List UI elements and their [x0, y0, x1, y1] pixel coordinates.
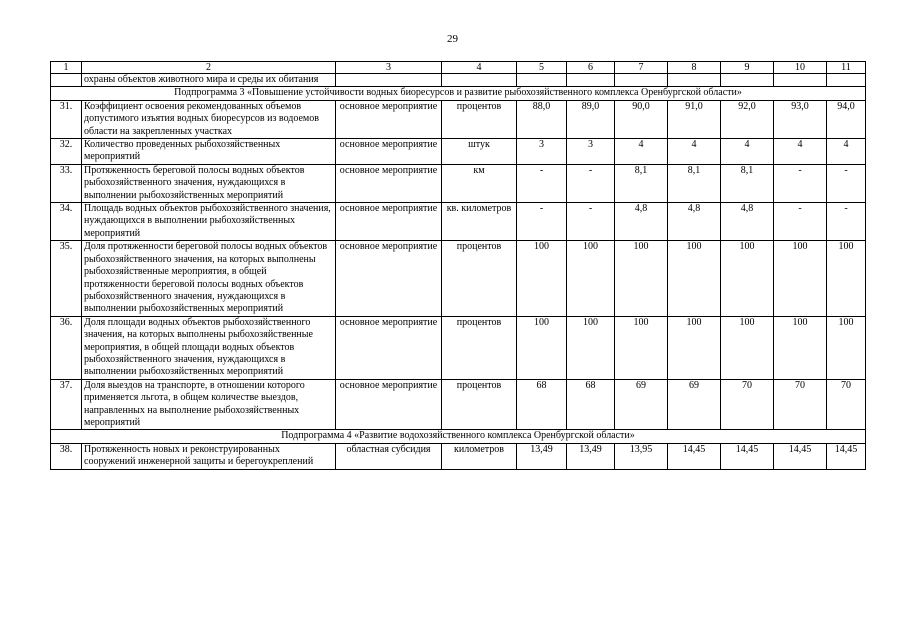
- value-cell: 100: [721, 316, 774, 379]
- event-type: основное мероприятие: [336, 164, 442, 202]
- value-cell: 4: [668, 139, 721, 165]
- value-cell: 4,8: [615, 203, 668, 241]
- table-row: [51, 203, 866, 241]
- value-cell: -: [827, 164, 866, 202]
- value-cell: 89,0: [567, 100, 615, 138]
- table-row: [51, 316, 866, 379]
- event-type: основное мероприятие: [336, 139, 442, 165]
- column-number: 11: [827, 62, 866, 74]
- value-cell: 8,1: [721, 164, 774, 202]
- value-cell: 70: [827, 379, 866, 430]
- column-number: 1: [51, 62, 82, 74]
- subprogram-3-title: Подпрограмма 3 «Повышение устойчивости водных биоресурсов и развитие рыбохозяйственного комплекса Оренбургской области»: [51, 87, 866, 100]
- empty-cell: [774, 74, 827, 87]
- empty-cell: [336, 74, 442, 87]
- value-cell: -: [567, 203, 615, 241]
- table-row: [51, 139, 866, 165]
- value-cell: 69: [668, 379, 721, 430]
- empty-cell: [517, 74, 567, 87]
- unit-of-measure: процентов: [442, 316, 517, 379]
- value-cell: 13,49: [517, 443, 567, 469]
- value-cell: 69: [615, 379, 668, 430]
- table-row: [51, 164, 866, 202]
- value-cell: 100: [774, 241, 827, 316]
- row-number: 31.: [51, 100, 82, 138]
- indicator-name: Протяженность новых и реконструированных сооружений инженерной защиты и берегоукреплений: [82, 443, 336, 469]
- value-cell: 4,8: [721, 203, 774, 241]
- value-cell: 100: [567, 241, 615, 316]
- column-number: 4: [442, 62, 517, 74]
- indicator-name: Доля протяженности береговой полосы водных объектов рыбохозяйственного значения, на которых выполнены рыбохозяйственные мероприятия, в общей протяженности береговой полосы водных объектов рыбохозяйственного значения, нуждающихся в выполнении рыбохозяйственных мероприятий: [82, 241, 336, 316]
- value-cell: 14,45: [721, 443, 774, 469]
- unit-of-measure: штук: [442, 139, 517, 165]
- row-number: 34.: [51, 203, 82, 241]
- row-number: 32.: [51, 139, 82, 165]
- value-cell: 3: [517, 139, 567, 165]
- event-type: областная субсидия: [336, 443, 442, 469]
- value-cell: 100: [517, 241, 567, 316]
- event-type: основное мероприятие: [336, 203, 442, 241]
- indicator-name: Площадь водных объектов рыбохозяйственного значения, нуждающихся в выполнении рыбохозяйственных мероприятий: [82, 203, 336, 241]
- value-cell: 68: [567, 379, 615, 430]
- value-cell: -: [774, 203, 827, 241]
- indicator-name: Доля выездов на транспорте, в отношении которого применяется льгота, в общем количестве выездов, направленных на выполнение рыбохозяйственных мероприятий: [82, 379, 336, 430]
- unit-of-measure: процентов: [442, 100, 517, 138]
- value-cell: 14,45: [774, 443, 827, 469]
- value-cell: 4,8: [668, 203, 721, 241]
- value-cell: -: [827, 203, 866, 241]
- value-cell: 68: [517, 379, 567, 430]
- subprogram-4-header-row: [51, 430, 866, 443]
- unit-of-measure: километров: [442, 443, 517, 469]
- column-number: 10: [774, 62, 827, 74]
- value-cell: 8,1: [668, 164, 721, 202]
- table-body: [51, 62, 866, 470]
- value-cell: 100: [615, 241, 668, 316]
- value-cell: 70: [774, 379, 827, 430]
- value-cell: 100: [668, 241, 721, 316]
- event-type: основное мероприятие: [336, 316, 442, 379]
- column-number: 9: [721, 62, 774, 74]
- value-cell: 13,95: [615, 443, 668, 469]
- value-cell: 13,49: [567, 443, 615, 469]
- column-number: 6: [567, 62, 615, 74]
- value-cell: 70: [721, 379, 774, 430]
- empty-cell: [721, 74, 774, 87]
- value-cell: 92,0: [721, 100, 774, 138]
- subprogram-4-title: Подпрограмма 4 «Развитие водохозяйственного комплекса Оренбургской области»: [51, 430, 866, 443]
- column-number: 3: [336, 62, 442, 74]
- value-cell: 100: [517, 316, 567, 379]
- indicators-table: [50, 61, 866, 470]
- indicator-name: Количество проведенных рыбохозяйственных мероприятий: [82, 139, 336, 165]
- value-cell: -: [774, 164, 827, 202]
- unit-of-measure: кв. километров: [442, 203, 517, 241]
- value-cell: -: [517, 164, 567, 202]
- value-cell: 100: [721, 241, 774, 316]
- table-row: [51, 379, 866, 430]
- value-cell: 8,1: [615, 164, 668, 202]
- empty-cell: [668, 74, 721, 87]
- column-number: 5: [517, 62, 567, 74]
- value-cell: 94,0: [827, 100, 866, 138]
- page-number: 29: [447, 33, 458, 45]
- row-number: 38.: [51, 443, 82, 469]
- value-cell: 14,45: [827, 443, 866, 469]
- value-cell: 14,45: [668, 443, 721, 469]
- column-number-row: [51, 62, 866, 74]
- row-number: 37.: [51, 379, 82, 430]
- value-cell: 100: [827, 241, 866, 316]
- value-cell: 88,0: [517, 100, 567, 138]
- value-cell: -: [567, 164, 615, 202]
- value-cell: 93,0: [774, 100, 827, 138]
- subprogram-3-header-row: [51, 87, 866, 100]
- row-number: 35.: [51, 241, 82, 316]
- unit-of-measure: км: [442, 164, 517, 202]
- indicator-name: охраны объектов животного мира и среды их обитания: [82, 74, 336, 87]
- value-cell: 90,0: [615, 100, 668, 138]
- value-cell: 91,0: [668, 100, 721, 138]
- table-row: [51, 443, 866, 469]
- unit-of-measure: процентов: [442, 379, 517, 430]
- empty-cell: [827, 74, 866, 87]
- column-number: 2: [82, 62, 336, 74]
- value-cell: 100: [668, 316, 721, 379]
- indicator-name: Доля площади водных объектов рыбохозяйственного значения, на которых выполнены рыбохозяйственные мероприятия, в общей площади водных объектов рыбохозяйственного значения, нуждающихся в выполнении рыбохозяйственных мероприятий: [82, 316, 336, 379]
- row-number: 33.: [51, 164, 82, 202]
- value-cell: 4: [774, 139, 827, 165]
- empty-cell: [615, 74, 668, 87]
- indicator-name: Протяженность береговой полосы водных объектов рыбохозяйственного значения, нуждающихся в выполнении рыбохозяйственных мероприятий: [82, 164, 336, 202]
- event-type: основное мероприятие: [336, 379, 442, 430]
- row-number: 36.: [51, 316, 82, 379]
- unit-of-measure: процентов: [442, 241, 517, 316]
- value-cell: 100: [774, 316, 827, 379]
- value-cell: 100: [827, 316, 866, 379]
- indicator-name: Коэффициент освоения рекомендованных объемов допустимого изъятия водных биоресурсов из водоемов области на закрепленных участках: [82, 100, 336, 138]
- value-cell: 100: [615, 316, 668, 379]
- column-number: 7: [615, 62, 668, 74]
- value-cell: 4: [827, 139, 866, 165]
- value-cell: 100: [567, 316, 615, 379]
- value-cell: 4: [721, 139, 774, 165]
- empty-cell: [567, 74, 615, 87]
- value-cell: 3: [567, 139, 615, 165]
- value-cell: -: [517, 203, 567, 241]
- event-type: основное мероприятие: [336, 241, 442, 316]
- row-number-cell: [51, 74, 82, 87]
- empty-cell: [442, 74, 517, 87]
- table-row: [51, 100, 866, 138]
- continuation-row: [51, 74, 866, 87]
- event-type: основное мероприятие: [336, 100, 442, 138]
- column-number: 8: [668, 62, 721, 74]
- value-cell: 4: [615, 139, 668, 165]
- table-row: [51, 241, 866, 316]
